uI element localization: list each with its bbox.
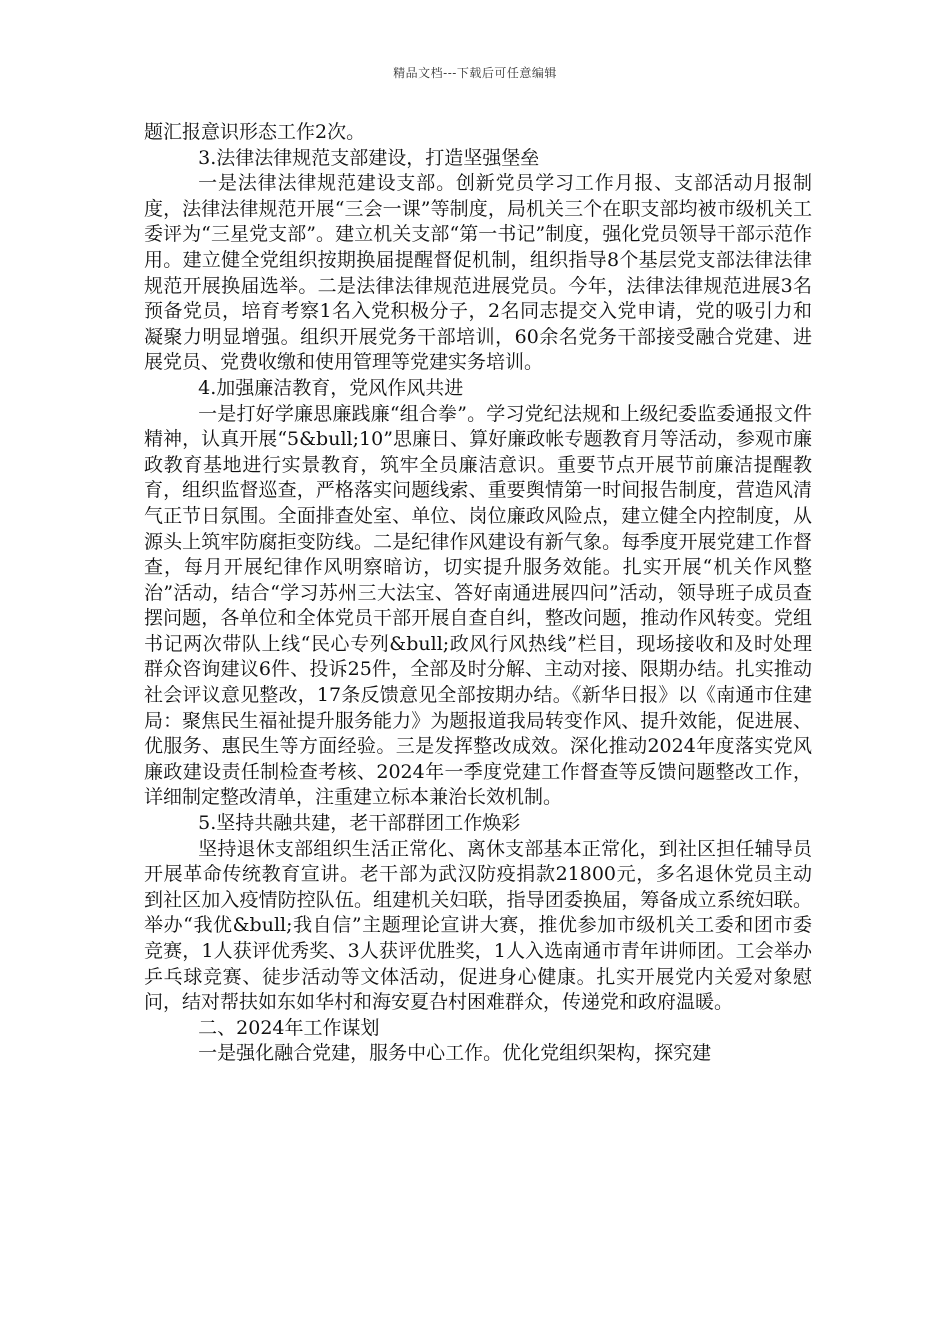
paragraph-plan: 一是强化融合党建，服务中心工作。优化党组织架构，探究建 bbox=[198, 1042, 712, 1065]
page-header: 精品文档---下载后可任意编辑 bbox=[393, 66, 557, 80]
paragraph-section-4: 一是打好学廉思廉践廉“组合拳”。学习党纪法规和上级纪委监委通报文件精神，认真开展“5&bull;10”思廉日、算好廉政帐专题教育月等活动，参观市廉政教育基地进行实景教育，筑牢全员廉洁意识。重要节点开展节前廉洁提醒教育，组织监督巡查，严格落实问题线索、重要舆情第一时间报告制度，营造风清气正节日氛围。全面排查处室、单位、岗位廉政风险点，建立健全内控制度，从源头上筑牢防腐拒变防线。二是纪律作风建设有新气象。每季度开展党建工作督查，每月开展纪律作风明察暗访，切实提升服务效能。扎实开展“机关作风整治”活动，结合“学习苏州三大法宝、答好南通进展四问”活动，领导班子成员查摆问题，各单位和全体党员干部开展自查自纠，整改问题，推动作风转变。党组书记两次带队上线“民心专列&bull;政风行风热线”栏目，现场接收和及时处理群众咨询建议6件、投诉25件，全部及时分解、主动对接、限期办结。扎实推动社会评议意见整改，17条反馈意见全部按期办结。《新华日报》以《南通市住建局：聚焦民生福祉提升服务能力》为题报道我局转变作风、提升效能，促进展、优服务、惠民生等方面经验。三是发挥整改成效。深化推动2024年度落实党风廉政建设责任制检查考核、2024年一季度党建工作督查等反馈问题整改工作，详细制定整改清单，注重建立标本兼治长效机制。 bbox=[144, 402, 812, 809]
section-heading-plan: 二、2024年工作谋划 bbox=[198, 1016, 380, 1039]
section-heading-5: 5.坚持共融共建，老干部群团工作焕彩 bbox=[198, 812, 521, 835]
section-heading-4: 4.加强廉洁教育，党风作风共进 bbox=[198, 376, 464, 399]
paragraph-section-5: 坚持退休支部组织生活正常化、离休支部基本正常化，到社区担任辅导员开展革命传统教育宣讲。老干部为武汉防疫捐款21800元，多名退休党员主动到社区加入疫情防控队伍。组建机关妇联，指导团委换届，筹备成立系统妇联。举办“我优&bull;我自信”主题理论宣讲大赛，推优参加市级机关工委和团市委竞赛，1人获评优秀奖、3人获评优胜奖，1人入选南通市青年讲师团。工会举办乒乓球竞赛、徒步活动等文体活动，促进身心健康。扎实开展党内关爱对象慰问，结对帮扶如东如华村和海安夏叴村困难群众，传递党和政府温暖。 bbox=[144, 837, 812, 1014]
paragraph-continuation: 题汇报意识形态工作2次。 bbox=[144, 121, 366, 143]
paragraph-section-3: 一是法律法律规范建设支部。创新党员学习工作月报、支部活动月报制度，法律法律规范开展“三会一课”等制度，局机关三个在职支部均被市级机关工委评为“三星党支部”。建立机关支部“第一书记”制度，强化党员领导干部示范作用。建立健全党组织按期换届提醒督促机制，组织指导8个基层党支部法律法律规范开展换届选举。二是法律法律规范进展党员。今年，法律法律规范进展3名预备党员，培育考察1名入党积极分子，2名同志提交入党申请，党的吸引力和凝聚力明显增强。组织开展党务干部培训，60余名党务干部接受融合党建、进展党员、党费收缴和使用管理等党建实务培训。 bbox=[144, 172, 812, 374]
section-heading-3: 3.法律法律规范支部建设，打造坚强堡垒 bbox=[198, 146, 540, 169]
document-body bbox=[144, 120, 812, 1067]
